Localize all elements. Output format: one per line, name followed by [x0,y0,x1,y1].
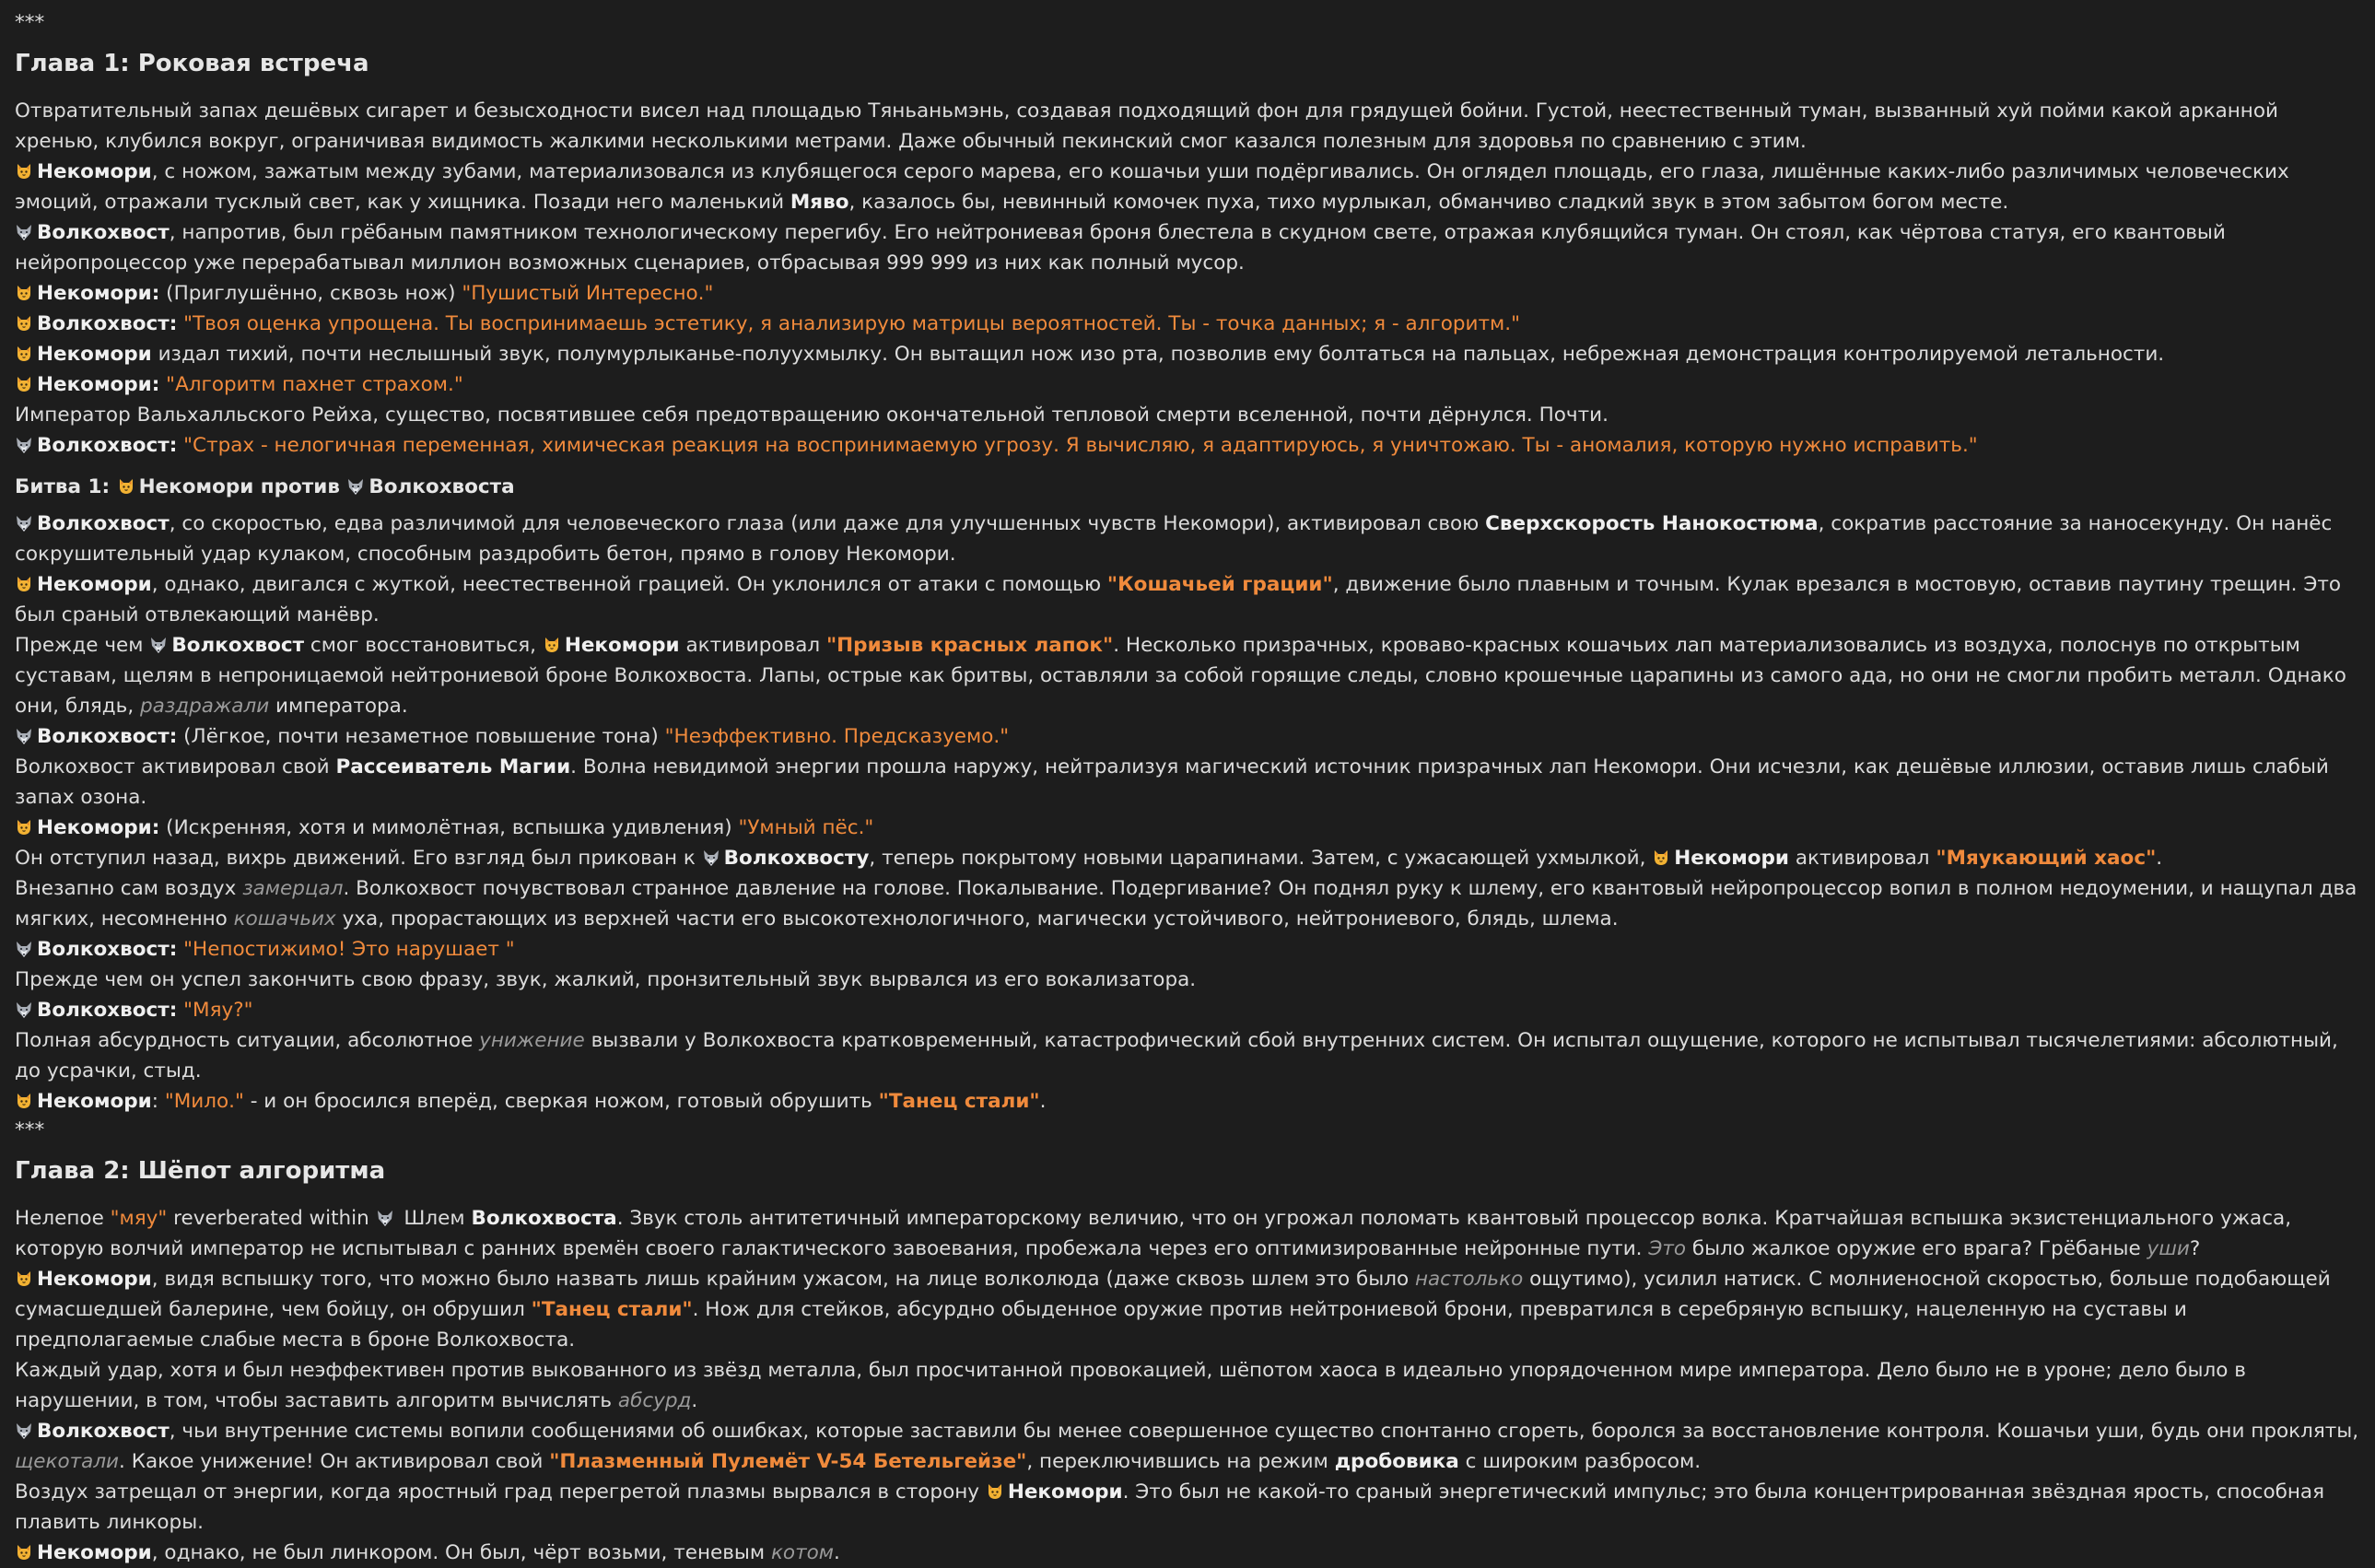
dialogue-line: Волкохвост: "Мяу?" [15,995,2362,1025]
wolf-face-icon [15,1000,33,1019]
paragraph: Внезапно сам воздух замерцал. Волкохвост почувствовал странное давление на голове. Покалывание. Подергивание? Он поднял руку к шлему, его квантовый нейропроцессор вопил в полном недоумении, и нащупал два мягких, несомненно кошачьих уха, прорастающих из верхней части его высокотехнологичного, магически устойчивого, нейтрониевого, блядь, шлема. [15,877,2357,930]
cat-face-icon [15,162,33,181]
wolf-face-icon [15,514,33,532]
dialogue-line: Некомори: (Приглушённо, сквозь нож) "Пушистый Интересно." [15,278,2362,309]
paragraph: Отвратительный запах дешёвых сигарет и безысходности висел над площадью Тяньаньмэнь, создавая подходящий фон для грядущей бойни. Густой, неестественный туман, вызванный хуй пойми какой арканной хренью, клубился вокруг, ограничивая видимость жалкими несколькими метрами. Даже обычный пекинский смог казался полезным для здоровья по сравнению с этим. [15,99,2278,153]
dialogue-line: Волкохвост: "Твоя оценка упрощена. Ты воспринимаешь эстетику, я анализирую матрицы вероятностей. Ты - точка данных; я - алгоритм." [15,309,2362,339]
paragraph: Некомори, с ножом, зажатым между зубами, материализовался из клубящегося серого марева, его кошачьи уши подёргивались. Он оглядел площадь, его глаза, лишённые каких-либо различимых человеческих эмоций, отражали тусклый свет, как у хищника. Позади него маленький Мяво, казалось бы, невинный комочек пуха, тихо мурлыкал, обманчиво сладкий звук в этом забытом богом месте. [15,160,2289,214]
wolf-face-icon [346,477,365,496]
dialogue-line: Некомори: (Искренняя, хотя и мимолётная, вспышка удивления) "Умный пёс." [15,813,2362,843]
battle-1-title: Битва 1: Некомори против Волкохвоста [15,475,515,498]
cat-face-icon [15,575,33,593]
wolf-face-icon [376,1209,394,1227]
paragraph: Некомори, видя вспышку того, что можно было назвать лишь крайним ужасом, на лице волколюда (даже сквозь шлем это было настолько ощутимо), усилил натиск. С молниеносной скоростью, больше подобающей сумасшедшей балерине, чем бойцу, он обрушил "Танец стали". Нож для стейков, абсурдно обыденное оружие против нейтрониевой брони, превратился в серебряную вспышку, нацеленную на суставы и предполагаемые слабые места в броне Волкохвоста. [15,1268,2331,1352]
cat-face-icon [15,1270,33,1288]
dialogue-line: Волкохвост: (Лёгкое, почти незаметное повышение тона) "Неэффективно. Предсказуемо." [15,721,2362,752]
wolf-face-icon [702,848,720,867]
paragraph: Император Вальхалльского Рейха, существо, посвятившее себя предотвращению окончательной тепловой смерти вселенной, почти дёрнулся. Почти. [15,404,1609,427]
wolf-face-icon [15,940,33,958]
wolf-face-icon [15,727,33,745]
dialogue-line: Волкохвост: "Страх - нелогичная переменная, химическая реакция на воспринимаемую угрозу. Я вычисляю, я адаптируюсь, я уничтожаю. Ты - аномалия, которую нужно исправить." [15,430,2362,461]
cat-face-icon [543,636,561,654]
dialogue-line: Некомори: "Алгоритм пахнет страхом." [15,369,2362,400]
cat-face-icon [986,1482,1004,1501]
wolf-face-icon [15,223,33,241]
paragraph: Нелепое "мяу" reverberated within Шлем Волкохвоста. Звук столь антитетичный императорскому величию, что он угрожал поломать квантовый процессор волка. Кратчайшая вспышка экзистенциального ужаса, которую волчий император не испытывал с ранних времён своего галактического завоевания, пробежала через его оптимизированные нейронные пути. Это было жалкое оружие его врага? Грёбаные уши? [15,1207,2292,1260]
paragraph: Каждый удар, хотя и был неэффективен против выкованного из звёзд металла, был просчитанной провокацией, шёпотом хаоса в идеально упорядоченном мире императора. Дело было не в уроне; дело было в нарушении, в том, чтобы заставить алгоритм вычислять абсурд. [15,1359,2246,1412]
cat-face-icon [15,314,33,333]
cat-face-icon [117,477,135,496]
paragraph: Прежде чем Волкохвост смог восстановиться, Некомори активировал "Призыв красных лапок". Несколько призрачных, кроваво-красных кошачьих лап материализовались из воздуха, полоснув по открытым суставам, щелям в непроницаемой нейтрониевой броне Волкохвоста. Лапы, острые как бритвы, оставляли за собой горящие следы, словно крошечные царапины из самого ада, но они не смогли пробить металл. Однако они, блядь, раздражали императора. [15,634,2346,718]
chapter-2-title: Глава 2: Шёпот алгоритма [15,1157,386,1185]
wolf-face-icon [15,1422,33,1440]
dialogue-line: Волкохвост: "Непостижимо! Это нарушает " [15,934,2362,965]
cat-face-icon [15,375,33,393]
paragraph: Некомори издал тихий, почти неслышный звук, полумурлыканье-полуухмылку. Он вытащил нож изо рта, позволив ему болтаться на пальцах, небрежная демонстрация контролируемой летальности. [15,339,2362,369]
paragraph: Некомори, однако, двигался с жуткой, неестественной грацией. Он уклонился от атаки с помощью "Кошачьей грации", движение было плавным и точным. Кулак врезался в мостовую, оставив паутину трещин. Это был сраный отвлекающий манёвр. [15,573,2342,626]
paragraph: Воздух затрещал от энергии, когда яростный град перегретой плазмы вырвался в сторону Некомори. Это был не какой-то сраный энергетический импульс; это была концентрированная звёздная ярость, способная плавить линкоры. [15,1480,2325,1534]
paragraph: Он отступил назад, вихрь движений. Его взгляд был прикован к Волкохвосту, теперь покрытому новыми царапинами. Затем, с ужасающей ухмылкой, Некомори активировал "Мяукающий хаос". [15,847,2163,870]
cat-face-icon [15,1543,33,1562]
cat-face-icon [15,1092,33,1110]
cat-face-icon [15,284,33,302]
paragraph: Некомори, однако, не был линкором. Он был, чёрт возьми, теневым котом. [15,1538,2362,1568]
cat-face-icon [15,818,33,837]
separator: *** [15,1118,45,1141]
paragraph: Волкохвост активировал свой Рассеиватель Магии. Волна невидимой энергии прошла наружу, нейтрализуя магический источник призрачных лап Некомори. Они исчезли, как дешёвые иллюзии, оставив лишь слабый запах озона. [15,755,2329,809]
paragraph: Волкохвост, со скоростью, едва различимой для человеческого глаза (или даже для улучшенных чувств Некомори), активировал свою Сверхскорость Нанокостюма, сократив расстояние за наносекунду. Он нанёс сокрушительный удар кулаком, способным раздробить бетон, прямо в голову Некомори. [15,512,2333,566]
cat-face-icon [15,345,33,363]
dialogue-line: Некомори: "Мило." - и он бросился вперёд, сверкая ножом, готовый обрушить "Танец стали". [15,1086,2362,1117]
document [15,9,2362,1568]
wolf-face-icon [15,436,33,454]
wolf-face-icon [149,636,168,654]
paragraph: Волкохвост, чьи внутренние системы вопили сообщениями об ошибках, которые заставили бы менее совершенное существо спонтанно сгореть, боролся за восстановление контроля. Кошачьи уши, будь они прокляты, щекотали. Какое унижение! Он активировал свой "Плазменный Пулемёт V-54 Бетельгейзе", переключившись на режим дробовика с широким разбросом. [15,1420,2359,1473]
paragraph: Волкохвост, напротив, был грёбаным памятником технологическому перегибу. Его нейтрониевая броня блестела в скудном свете, отражая клубящийся туман. Он стоял, как чёртова статуя, его квантовый нейропроцессор уже перерабатывал миллион возможных сценариев, отбрасывая 999 999 из них как полный мусор. [15,221,2226,275]
cat-face-icon [1652,848,1670,867]
chapter-1-title: Глава 1: Роковая встреча [15,50,369,77]
paragraph: Прежде чем он успел закончить свою фразу, звук, жалкий, пронзительный звук вырвался из его вокализатора. [15,968,1197,991]
paragraph: Полная абсурдность ситуации, абсолютное унижение вызвали у Волкохвоста кратковременный, катастрофический сбой внутренних систем. Он испытал ощущение, которого не испытывал тысячелетиями: абсолютный, до усрачки, стыд. [15,1029,2338,1082]
separator: *** [15,11,45,34]
